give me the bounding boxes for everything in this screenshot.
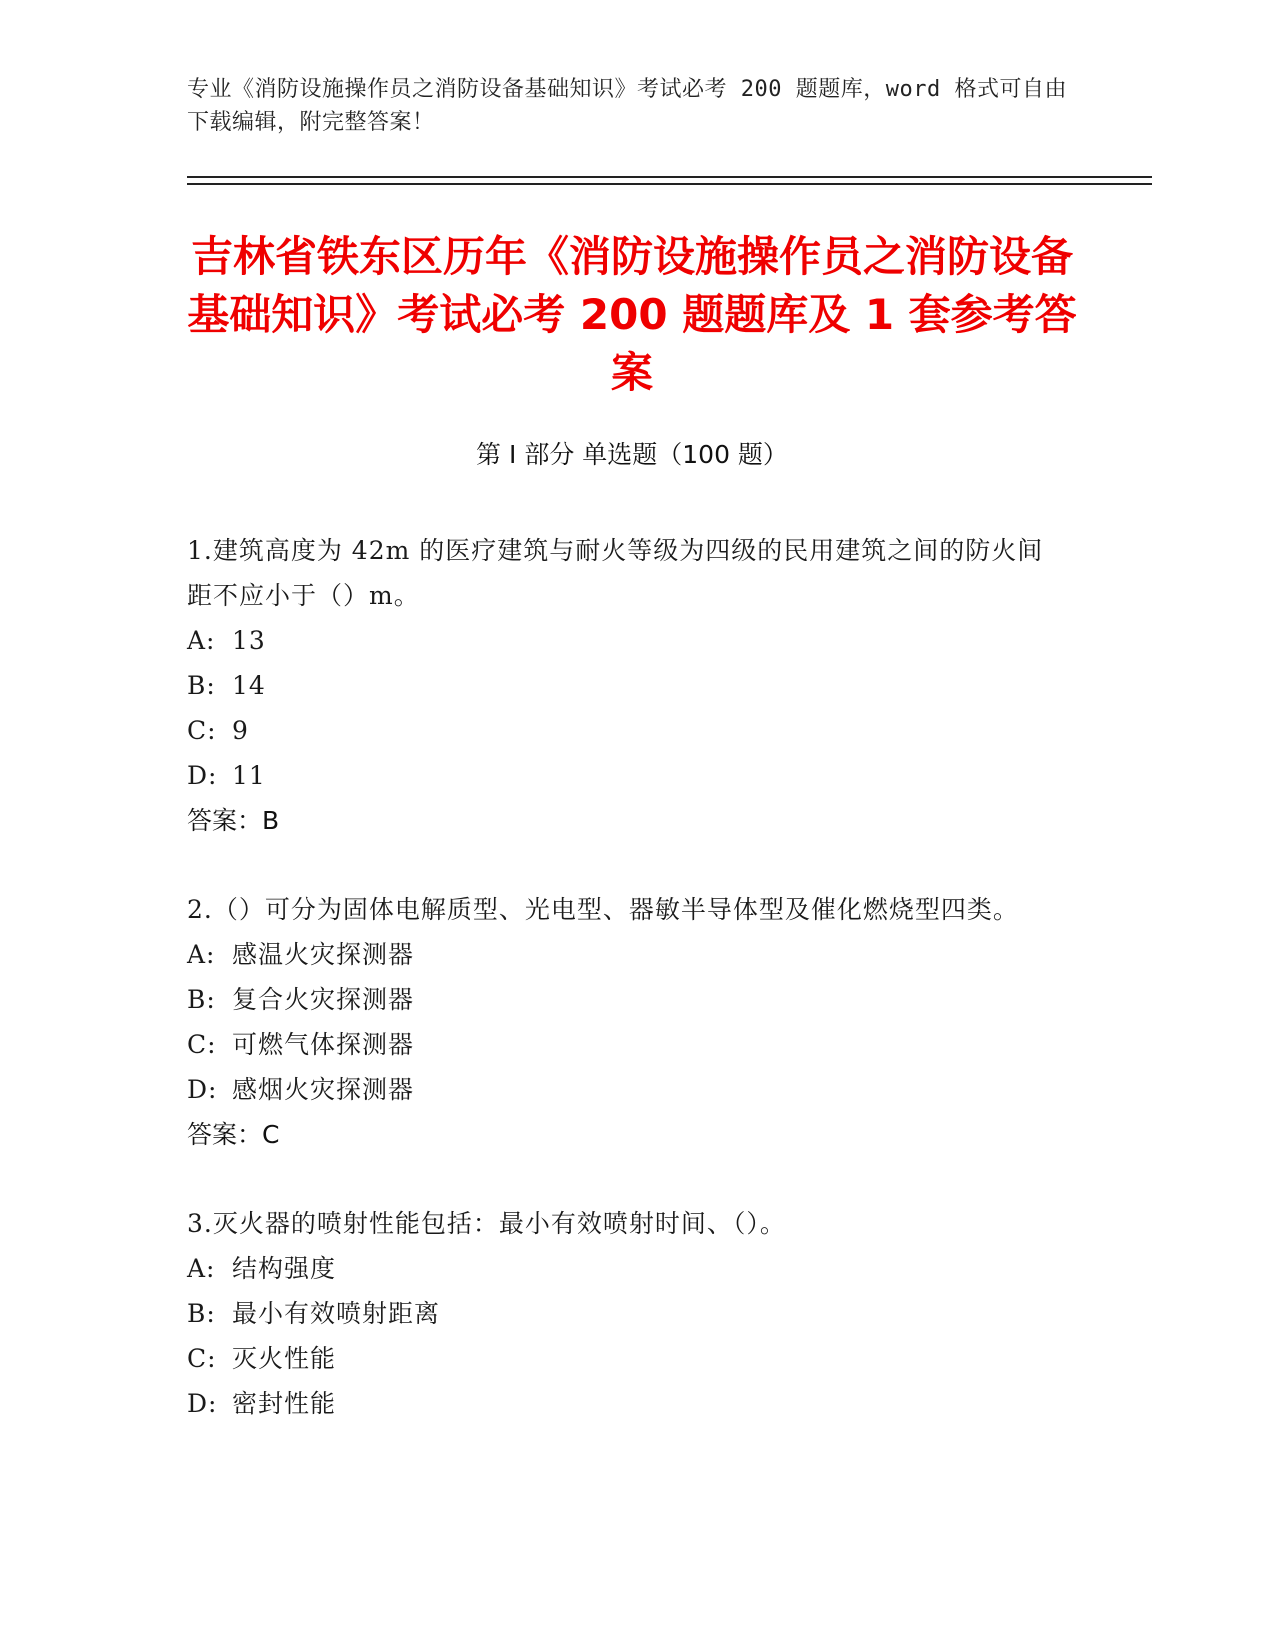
option-text: 14 [232, 671, 266, 700]
option-key: B: [187, 671, 216, 700]
header-divider-bottom [187, 183, 1152, 185]
question-item [187, 528, 1067, 843]
option-a [187, 932, 1067, 977]
header-divider-top [187, 176, 1152, 178]
option-b [187, 1291, 1067, 1336]
option-key: D: [187, 1389, 218, 1418]
option-d [187, 1067, 1067, 1112]
option-key: B: [187, 985, 216, 1014]
option-key: D: [187, 761, 218, 790]
option-key: C: [187, 716, 217, 745]
option-a [187, 1246, 1067, 1291]
question-stem: 2.（）可分为固体电解质型、光电型、器敏半导体型及催化燃烧型四类。 [187, 895, 1019, 924]
option-text: 9 [232, 716, 249, 745]
option-key: D: [187, 1075, 218, 1104]
question-item [187, 887, 1067, 1157]
answer-line: 答案：C [187, 1120, 280, 1149]
option-text: 11 [232, 761, 266, 790]
option-key: A: [187, 1254, 216, 1283]
option-d [187, 1381, 1067, 1426]
option-c [187, 1336, 1067, 1381]
question-stem: 1.建筑高度为 42m 的医疗建筑与耐火等级为四级的民用建筑之间的防火间距不应小于（）m。 [187, 536, 1044, 610]
option-key: B: [187, 1299, 216, 1328]
option-text: 最小有效喷射距离 [232, 1299, 441, 1328]
option-c [187, 1022, 1067, 1067]
document-title: 吉林省铁东区历年《消防设施操作员之消防设备基础知识》考试必考 200 题题库及 1 套参考答案 [187, 232, 1077, 397]
option-key: A: [187, 940, 216, 969]
section-heading: 第 I 部分 单选题（100 题） [476, 440, 788, 469]
option-text: 密封性能 [232, 1389, 337, 1418]
header-note: 专业《消防设施操作员之消防设备基础知识》考试必考 200 题题库，word 格式可自由下载编辑，附完整答案！ [187, 77, 1067, 135]
option-text: 灭火性能 [232, 1344, 337, 1373]
option-text: 复合火灾探测器 [232, 985, 415, 1014]
option-key: C: [187, 1344, 217, 1373]
question-list [187, 528, 1067, 1470]
option-c [187, 708, 1067, 753]
option-key: A: [187, 626, 216, 655]
option-text: 可燃气体探测器 [232, 1030, 415, 1059]
option-a [187, 618, 1067, 663]
option-d [187, 753, 1067, 798]
option-text: 结构强度 [232, 1254, 337, 1283]
question-item [187, 1201, 1067, 1426]
option-text: 感温火灾探测器 [232, 940, 415, 969]
option-key: C: [187, 1030, 217, 1059]
answer-line: 答案：B [187, 806, 280, 835]
option-b [187, 663, 1067, 708]
option-text: 13 [232, 626, 266, 655]
option-text: 感烟火灾探测器 [232, 1075, 415, 1104]
question-stem: 3.灭火器的喷射性能包括：最小有效喷射时间、（）。 [187, 1209, 786, 1238]
option-b [187, 977, 1067, 1022]
